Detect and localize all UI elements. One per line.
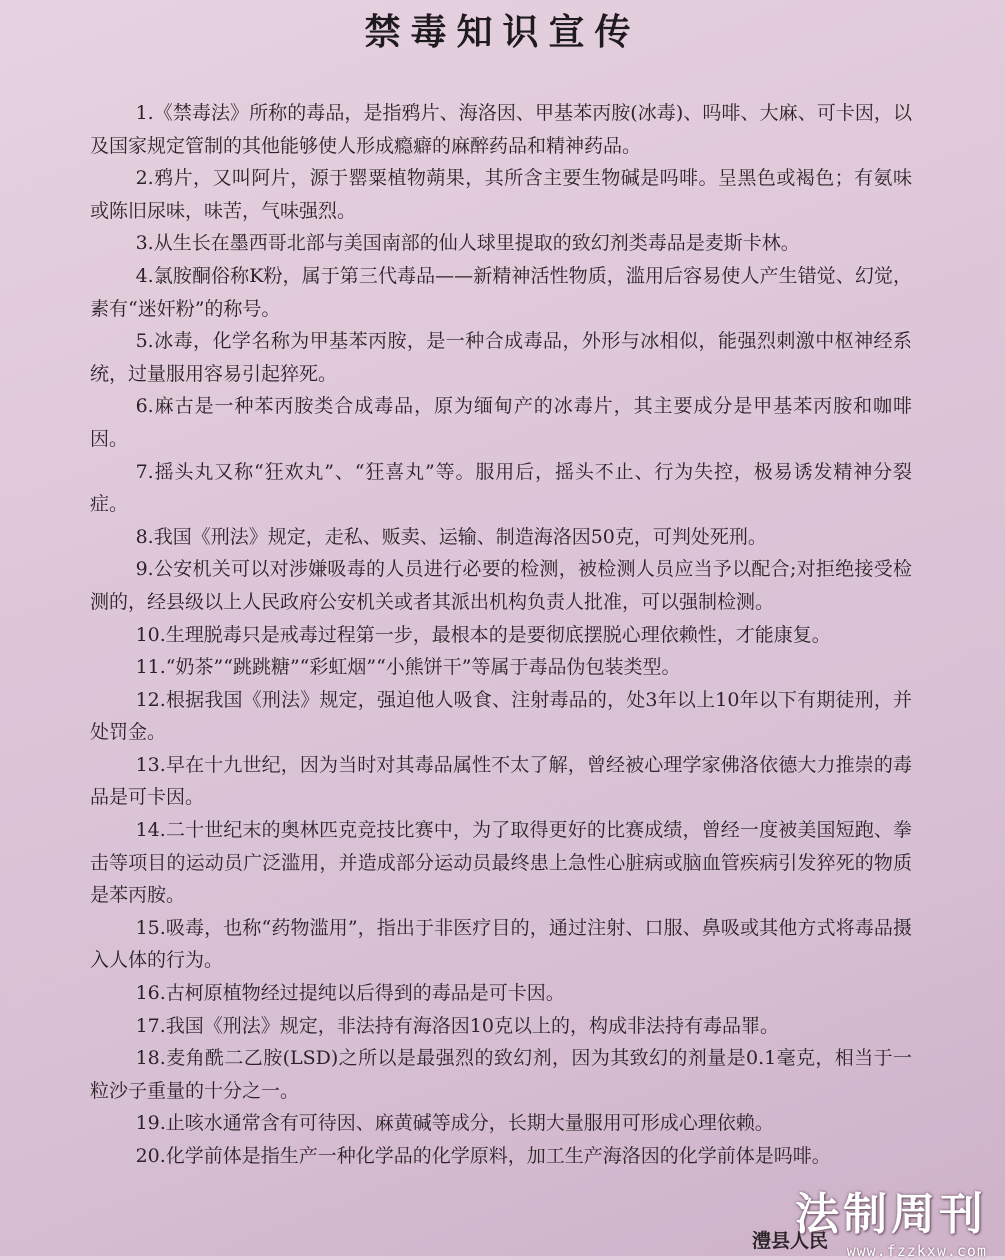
list-item: 14.二十世纪末的奥林匹克竞技比赛中，为了取得更好的比赛成绩，曾经一度被美国短跑、拳击等项目的运动员广泛滥用，并造成部分运动员最终患上急性心脏病或脑血管疾病引发猝死的物质是苯丙胺。 xyxy=(90,819,912,907)
list-item: 5.冰毒，化学名称为甲基苯丙胺，是一种合成毒品，外形与冰相似，能强烈刺激中枢神经系统，过量服用容易引起猝死。 xyxy=(90,330,912,385)
list-item: 6.麻古是一种苯丙胺类合成毒品，原为缅甸产的冰毒片，其主要成分是甲基苯丙胺和咖啡因。 xyxy=(90,395,912,450)
list-item: 7.摇头丸又称“狂欢丸”、“狂喜丸”等。服用后，摇头不止、行为失控，极易诱发精神分裂症。 xyxy=(90,460,912,516)
list-item: 10.生理脱毒只是戒毒过程第一步，最根本的是要彻底摆脱心理依赖性，才能康复。 xyxy=(135,623,831,646)
list-item: 17.我国《刑法》规定，非法持有海洛因10克以上的，构成非法持有毒品罪。 xyxy=(135,1014,779,1037)
list-item: 3.从生长在墨西哥北部与美国南部的仙人球里提取的致幻剂类毒品是麦斯卡林。 xyxy=(135,232,800,255)
list-item: 8.我国《刑法》规定，走私、贩卖、运输、制造海洛因50克，可判处死刑。 xyxy=(135,525,767,548)
list-item: 13.早在十九世纪，因为当时对其毒品属性不太了解，曾经被心理学家佛洛依德大力推崇的毒品是可卡因。 xyxy=(90,753,912,809)
watermark xyxy=(795,1189,987,1260)
list-item: 19.止咳水通常含有可待因、麻黄碱等成分，长期大量服用可形成心理依赖。 xyxy=(135,1112,774,1135)
list-item: 12.根据我国《刑法》规定，强迫他人吸食、注射毒品的，处3年以上10年以下有期徒刑，并处罚金。 xyxy=(90,688,912,744)
document-title: 禁毒知识宣传 xyxy=(364,12,641,53)
list-item: 15.吸毒，也称“药物滥用”，指出于非医疗目的，通过注射、口服、鼻吸或其他方式将毒品摄入人体的行为。 xyxy=(90,916,912,972)
list-item: 18.麦角酰二乙胺(LSD)之所以是最强烈的致幻剂，因为其致幻的剂量是0.1毫克，相当于一粒沙子重量的十分之一。 xyxy=(90,1047,912,1102)
list-item: 4.氯胺酮俗称K粉，属于第三代毒品——新精神活性物质，滥用后容易使人产生错觉、幻觉，素有“迷奸粉”的称号。 xyxy=(90,264,912,320)
list-item: 2.鸦片，又叫阿片，源于罂粟植物蒴果，其所含主要生物碱是吗啡。呈黑色或褐色；有氨味或陈旧尿味，味苦，气味强烈。 xyxy=(90,167,912,222)
list-item: 16.古柯原植物经过提纯以后得到的毒品是可卡因。 xyxy=(135,982,565,1005)
watermark-brand: 法制周刊 xyxy=(795,1189,987,1240)
list-item: 11.“奶茶”“跳跳糖”“彩虹烟”“小熊饼干”等属于毒品伪包装类型。 xyxy=(135,656,681,679)
issuer-name: 澧县人民 xyxy=(752,1230,829,1252)
list-item: 20.化学前体是指生产一种化学品的化学原料，加工生产海洛因的化学前体是吗啡。 xyxy=(135,1145,831,1167)
watermark-site: www.fzzkxw.com xyxy=(846,1242,987,1260)
list-item: 9.公安机关可以对涉嫌吸毒的人员进行必要的检测，被检测人员应当予以配合;对拒绝接受检测的，经县级以上人民政府公安机关或者其派出机构负责人批准，可以强制检测。 xyxy=(90,558,912,613)
knowledge-list xyxy=(90,97,912,1173)
list-item: 1.《禁毒法》所称的毒品，是指鸦片、海洛因、甲基苯丙胺(冰毒)、吗啡、大麻、可卡因，以及国家规定管制的其他能够使人形成瘾癖的麻醉药品和精神药品。 xyxy=(90,102,912,157)
